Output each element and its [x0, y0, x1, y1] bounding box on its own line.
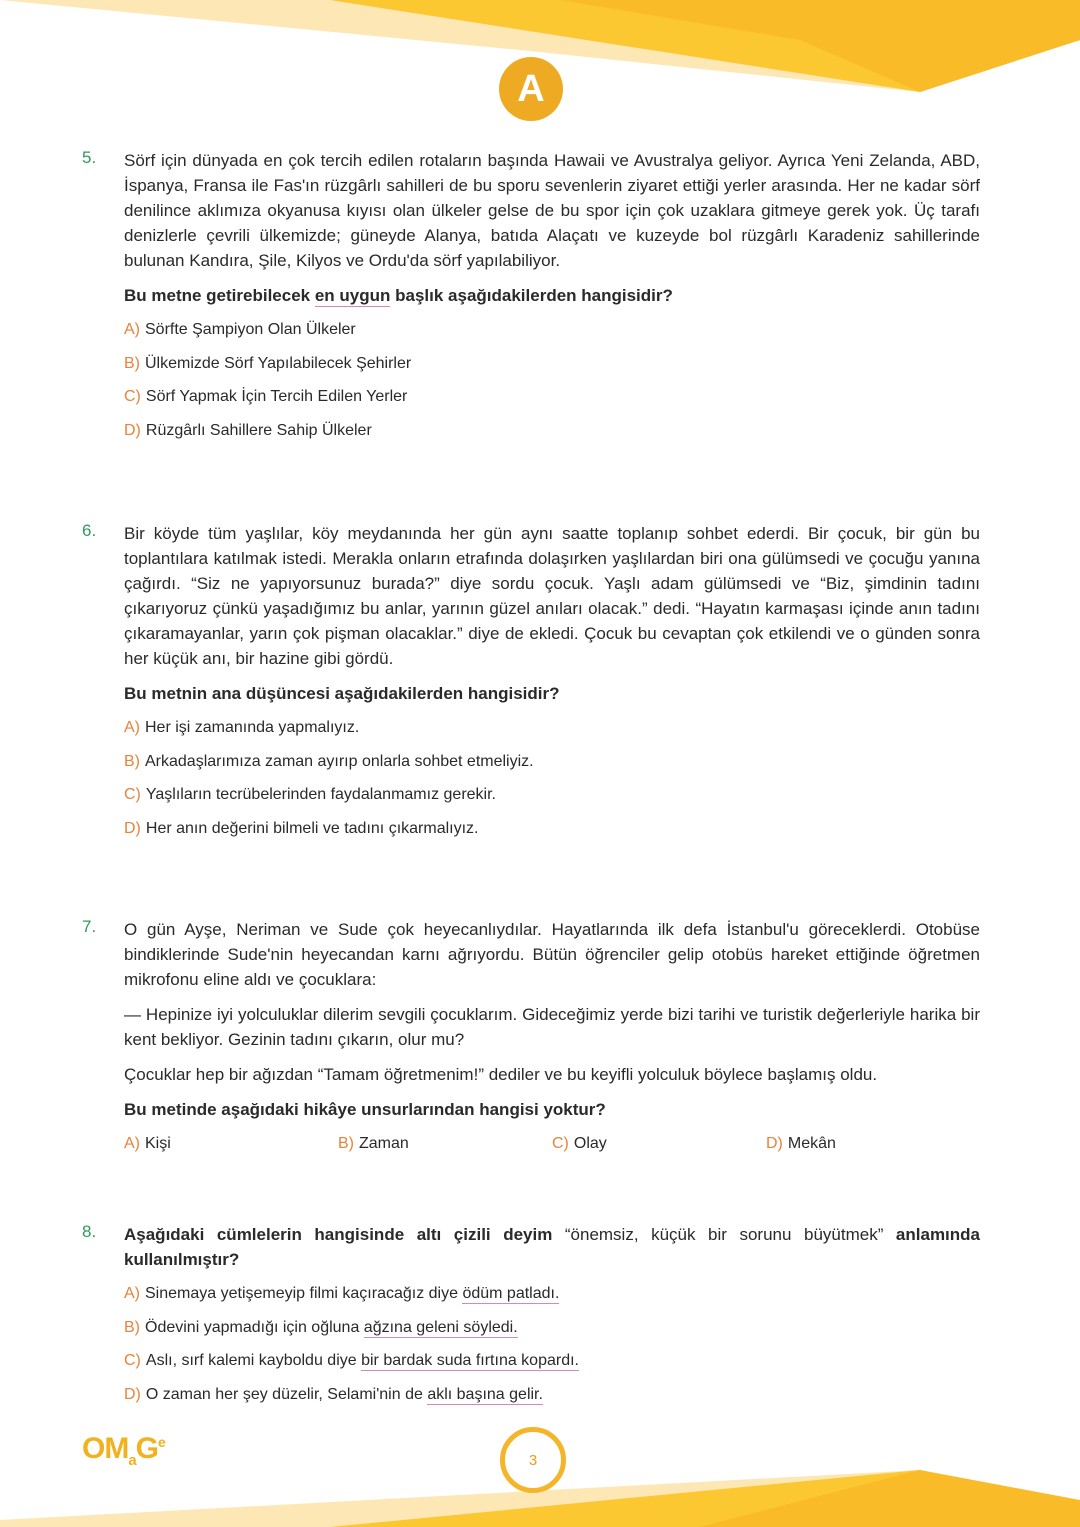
option-text: Rüzgârlı Sahillere Sahip Ülkeler	[145, 421, 372, 439]
page-number: 3	[500, 1427, 566, 1493]
option-a[interactable]	[124, 1134, 338, 1154]
option-text: Aslı, sırf kalemi kayboldu diye	[145, 1352, 362, 1369]
question-5	[82, 148, 980, 454]
option-text: Ödevini yapmadığı için oğluna	[145, 1318, 364, 1336]
option-text: Kişi	[145, 1135, 171, 1152]
option-letter: C)	[124, 786, 141, 803]
option-letter: A)	[124, 719, 140, 736]
logo-part: e	[158, 1434, 165, 1450]
question-6	[82, 521, 980, 852]
option-letter: B)	[124, 354, 140, 372]
option-d[interactable]	[124, 1385, 980, 1405]
option-c[interactable]	[124, 1351, 980, 1371]
option-letter: B)	[338, 1135, 354, 1152]
option-c[interactable]	[552, 1134, 766, 1154]
option-b[interactable]	[124, 354, 980, 374]
option-text: Yaşlıların tecrübelerinden faydalanmamız gerekir.	[145, 786, 496, 803]
question-prompt: Bu metnin ana düşüncesi aşağıdakilerden hangisidir?	[124, 684, 560, 703]
prompt-underlined: en uygun	[314, 286, 391, 305]
question-paragraph: — Hepinize iyi yolculuklar dilerim sevgili çocuklarım. Gideceğimiz yerde bizi tarihi ve turistik değerleriyle harika bir kent bekliyor. Gezinin tadını çıkarın, olur mu?	[124, 1005, 980, 1049]
option-letter: D)	[124, 819, 141, 837]
option-idiom: bir bardak suda fırtına kopardı.	[361, 1352, 579, 1369]
prompt-part: başlık aşağıdakilerden hangisidir?	[390, 286, 673, 305]
question-text: Bir köyde tüm yaşlılar, köy meydanında her gün aynı saatte toplanıp sohbet ederdi. Bir çocuk, bir gün bu toplantılara katılmak istedi. Merakla onların etrafında dolaşırken yaşlılardan biri ona gülümsedi ve çocuğu yanına çağırdı. “Siz ne yapıyorsunuz burada?” diye sordu çocuk. Yaşlı adam gülümsedi ve “Biz, şimdinin tadını çıkarıyoruz çünkü yaşadığımız bu anlar, yarının güzel anıları olacak.” dedi. “Hayatın karmaşası içinde anın tadını çıkaramayanlar, yarın çok pişman olacaklar.” diye de ekledi. Çocuk bu cevaptan çok etkilendi ve o günden sonra her küçük anı, bir hazine gibi gördü.	[124, 524, 980, 668]
option-letter: D)	[124, 421, 141, 439]
option-b[interactable]	[124, 752, 980, 772]
option-text: Mekân	[787, 1135, 836, 1152]
option-letter: A)	[124, 1135, 140, 1152]
option-letter: C)	[124, 1352, 141, 1369]
question-paragraph: Çocuklar hep bir ağızdan “Tamam öğretmenim!” dediler ve bu keyifli yolculuk böylece başlamış oldu.	[124, 1065, 878, 1084]
option-b[interactable]	[338, 1134, 552, 1154]
option-d[interactable]	[766, 1134, 980, 1154]
option-text: Her işi zamanında yapmalıyız.	[145, 719, 360, 736]
option-idiom: ödüm patladı.	[462, 1285, 560, 1302]
option-letter: A)	[124, 321, 140, 338]
question-7	[82, 917, 980, 1168]
option-text: Sinemaya yetişemeyip filmi kaçıracağız diye	[145, 1285, 463, 1302]
option-letter: D)	[124, 1385, 141, 1403]
option-text: Zaman	[359, 1135, 409, 1152]
booklet-type-badge: A	[499, 57, 563, 121]
question-8	[82, 1222, 980, 1418]
question-number: 7.	[82, 917, 97, 936]
option-text: Sörf Yapmak İçin Tercih Edilen Yerler	[145, 388, 408, 405]
question-number: 5.	[82, 148, 97, 167]
question-prompt: Bu metinde aşağıdaki hikâye unsurlarından hangisi yoktur?	[124, 1100, 606, 1119]
option-text: Arkadaşlarımıza zaman ayırıp onlarla sohbet etmeliyiz.	[145, 752, 534, 770]
option-text: Her anın değerini bilmeli ve tadını çıkarmalıyız.	[145, 819, 479, 837]
question-paragraph: O gün Ayşe, Neriman ve Sude çok heyecanlıydılar. Hayatlarında ilk defa İstanbul'u göreceklerdi. Otobüse bindiklerinde Sude'nin heyecandan karnı ağrıyordu. Bütün öğrenciler gelip otobüs hareket ettiğinde öğretmen mikrofonu eline aldı ve çocuklara:	[124, 920, 980, 989]
prompt-part: Aşağıdaki cümlelerin hangisinde altı çizili deyim	[124, 1225, 553, 1244]
option-letter: D)	[766, 1135, 783, 1152]
option-text: Sörfte Şampiyon Olan Ülkeler	[145, 321, 356, 338]
option-text: O zaman her şey düzelir, Selami'nin de	[145, 1385, 428, 1403]
prompt-part: Bu metne getirebilecek	[124, 286, 315, 305]
option-a[interactable]	[124, 320, 980, 340]
option-idiom: ağzına geleni söyledi.	[363, 1318, 518, 1336]
option-letter: B)	[124, 1318, 140, 1336]
option-letter: C)	[124, 388, 141, 405]
option-letter: B)	[124, 752, 140, 770]
logo-part: G	[135, 1432, 159, 1465]
logo-part: OM	[82, 1432, 129, 1465]
option-a[interactable]	[124, 1284, 980, 1304]
option-text: Ülkemizde Sörf Yapılabilecek Şehirler	[145, 354, 412, 372]
prompt-quote: “önemsiz, küçük bir sorunu büyütmek”	[552, 1225, 896, 1244]
question-number: 6.	[82, 521, 97, 540]
option-letter: A)	[124, 1285, 140, 1302]
prompt-part: anlamında kullanılmıştır?	[124, 1225, 981, 1269]
question-prompt	[124, 283, 980, 308]
option-c[interactable]	[124, 785, 980, 805]
option-d[interactable]	[124, 819, 980, 839]
option-text: Olay	[573, 1135, 607, 1152]
question-number: 8.	[82, 1222, 97, 1241]
logo-part: a	[128, 1452, 136, 1469]
question-text: Sörf için dünyada en çok tercih edilen rotaların başında Hawaii ve Avustralya geliyor. Ayrıca Yeni Zelanda, ABD, İspanya, Fransa ile Fas'ın rüzgârlı sahilleri de bu sporu sevenlerin ziyaret ettiği yerler arasında. Her ne kadar sörf denilince aklımıza okyanusa kıyısı olan ülkeler gelse de bu spor için çok uzaklara gitmeye gerek yok. Üç tarafı denizlerle çevrili ülkemizde; güneyde Alanya, batıda Alaçatı ve kuzeyde bol rüzgârlı Karadeniz sahillerinde bulunan Kandıra, Şile, Kilyos ve Ordu'da sörf yapılabiliyor.	[124, 151, 980, 270]
option-idiom: aklı başına gelir.	[427, 1385, 543, 1403]
option-a[interactable]	[124, 718, 980, 738]
question-prompt	[124, 1222, 980, 1272]
option-b[interactable]	[124, 1318, 980, 1338]
option-c[interactable]	[124, 387, 980, 407]
option-d[interactable]	[124, 421, 980, 441]
publisher-logo	[82, 1432, 165, 1469]
option-letter: C)	[552, 1135, 569, 1152]
